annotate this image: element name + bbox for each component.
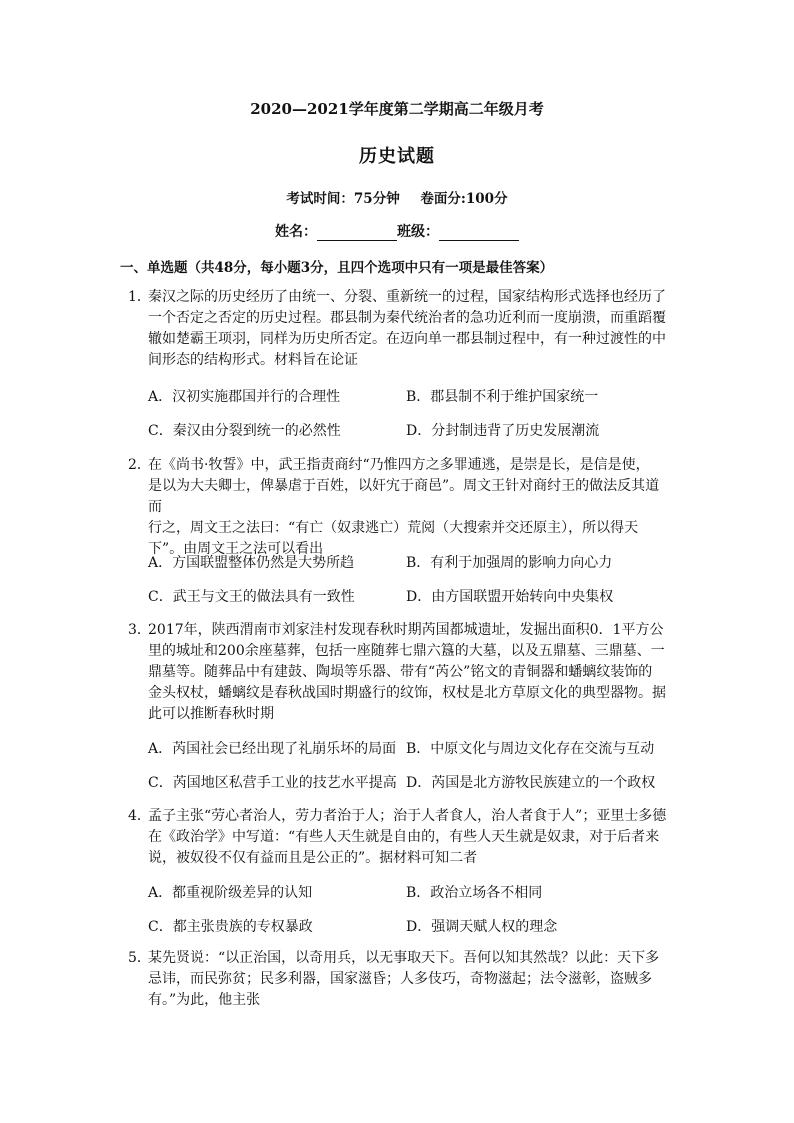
stem-line: 在《政治学》中写道：“有些人天生就是自由的，有些人天生就是奴隶，对于后者来 xyxy=(148,829,660,845)
exam-title: 2020—2021学年度第二学期高二年级月考 xyxy=(250,100,544,118)
option-d: D．由方国联盟开始转向中央集权 xyxy=(406,589,614,605)
option-b: B．中原文化与周边文化存在交流与互动 xyxy=(406,741,655,757)
question-2-options xyxy=(148,552,688,620)
question-1-options xyxy=(148,386,688,454)
stem-line: 下”。由周文王之法可以看出 xyxy=(148,541,324,557)
stem-line: 此可以推断春秋时期 xyxy=(148,706,274,722)
option-c: C．都主张贵族的专权暴政 xyxy=(148,919,313,935)
section-heading: 一、单选题（共48分，每小题3分，且四个选项中只有一项是最佳答案） xyxy=(120,260,554,276)
question-stem xyxy=(148,455,668,560)
option-c: C．武王与文王的做法具有一致性 xyxy=(148,589,355,605)
question-stem xyxy=(148,287,668,371)
option-c: C．秦汉由分裂到统一的必然性 xyxy=(148,423,341,439)
question-4 xyxy=(128,806,668,869)
option-d: D．芮国是北方游牧民族建立的一个政权 xyxy=(406,775,656,791)
stem-line: 在《尚书·牧誓》中，武王指责商纣“乃惟四方之多罪逋逃，是崇是长，是信是使， xyxy=(148,457,650,473)
exam-time: 考试时间：75分钟 xyxy=(286,191,400,207)
option-a: A．方国联盟整体仍然是大势所趋 xyxy=(148,555,355,571)
stem-line: 有。”为此，他主张 xyxy=(148,992,261,1008)
question-3-options xyxy=(148,738,688,806)
question-3 xyxy=(128,620,668,725)
class-label: 班级： xyxy=(397,224,439,240)
stem-line: 辙如楚霸王项羽，同样为历史所否定。在迈向单一郡县制过程中，有一种过渡性的中 xyxy=(148,331,666,347)
option-c: C．芮国地区私营手工业的技艺水平提高 xyxy=(148,775,397,791)
question-number: 5． xyxy=(128,950,151,966)
option-b: B．政治立场各不相同 xyxy=(406,885,543,901)
question-number: 2． xyxy=(128,457,151,473)
stem-line: 一个否定之否定的历史过程。郡县制为秦代统治者的急功近利而一度崩溃，而重蹈覆 xyxy=(148,310,666,326)
stem-line: 忌讳，而民弥贫；民多利器，国家滋昏；人多伎巧，奇物滋起；法令滋彰，盗贼多 xyxy=(148,971,652,987)
option-a: A．芮国社会已经出现了礼崩乐坏的局面 xyxy=(148,741,397,757)
option-a: A．都重视阶级差异的认知 xyxy=(148,885,313,901)
stem-line: 某先贤说：“以正治国，以奇用兵，以无事取天下。吾何以知其然哉？以此：天下多 xyxy=(148,950,660,966)
stem-line: 秦汉之际的历史经历了由统一、分裂、重新统一的过程，国家结构形式选择也经历了 xyxy=(148,289,666,305)
option-a: A．汉初实施郡国并行的合理性 xyxy=(148,389,341,405)
exam-info xyxy=(0,187,794,207)
stem-line: 2017年，陕西渭南市刘家洼村发现春秋时期芮国都城遗址，发掘出面积0．1平方公 xyxy=(148,622,664,638)
exam-score: 卷面分:100分 xyxy=(420,191,508,207)
question-4-options xyxy=(148,882,688,950)
name-label: 姓名： xyxy=(275,224,317,240)
subject-title: 历史试题 xyxy=(359,146,435,167)
student-info xyxy=(0,221,794,241)
question-number: 4． xyxy=(128,808,151,824)
question-stem xyxy=(148,948,668,1011)
question-1 xyxy=(128,287,668,371)
stem-line: 行之，周文王之法曰：“有亡（奴隶逃亡）荒阅（大搜索并交还原主），所以得天 xyxy=(148,520,639,536)
question-stem xyxy=(148,806,668,869)
question-stem xyxy=(148,620,668,725)
name-blank xyxy=(317,226,397,241)
question-number: 1． xyxy=(128,289,151,305)
option-b: B．郡县制不利于维护国家统一 xyxy=(406,389,599,405)
class-blank xyxy=(439,226,519,241)
question-2 xyxy=(128,455,668,560)
option-b: B．有利于加强周的影响力向心力 xyxy=(406,555,613,571)
stem-line: 孟子主张“劳心者治人，劳力者治于人；治于人者食人，治人者食于人”；亚里士多德 xyxy=(148,808,667,824)
stem-line: 里的城址和200余座墓葬，包括一座随葬七鼎六簋的大墓，以及五鼎墓、三鼎墓、一 xyxy=(148,643,665,659)
stem-line: 间形态的结构形式。材料旨在论证 xyxy=(148,352,358,368)
option-d: D．强调天赋人权的理念 xyxy=(406,919,558,935)
question-number: 3． xyxy=(128,622,151,638)
question-5 xyxy=(128,948,668,1011)
option-d: D．分封制违背了历史发展潮流 xyxy=(406,423,600,439)
stem-line: 是以为大夫卿士，俾暴虐于百姓，以奸宄于商邑”。周文王针对商纣王的做法反其道而 xyxy=(148,478,660,515)
stem-line: 金头权杖，蟠螭纹是春秋战国时期盛行的纹饰，权杖是北方草原文化的典型器物。据 xyxy=(148,685,666,701)
stem-line: 鼎墓等。随葬品中有建鼓、陶埙等乐器、带有“芮公”铭文的青铜器和蟠螭纹装饰的 xyxy=(148,664,653,680)
stem-line: 说，被奴役不仅有益而且是公正的”。据材料可知二者 xyxy=(148,850,478,866)
